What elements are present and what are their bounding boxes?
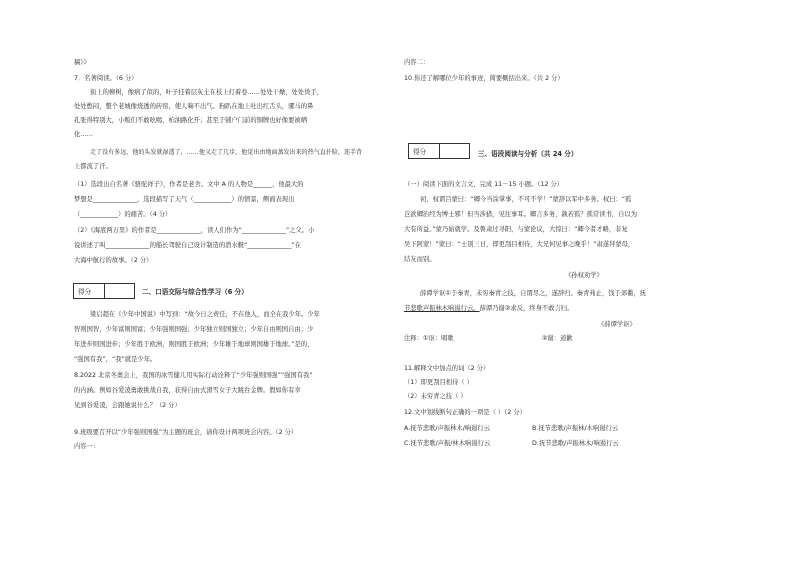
passage-line: 处处憋闷，整个老城像烧透的砖窑，使人喘不出气。狗趴在地上吐出红舌头，骡马的鼻 [74, 103, 314, 110]
annotation-1: 注释：①讴：唱歌 [404, 335, 454, 342]
question-9-line: 9.班级要召开以“少年强则国强”为主题的班会，请你设计两项班会内容。（2 分） [74, 429, 298, 436]
classical-text-line: 岂欲卿治经为博士邪！但当涉猎，见往事耳。卿言多务，孰若孤？孤常读书，自以为 [404, 211, 637, 218]
question-11-line: 11.解释文中加点的词（2 分） [404, 365, 490, 372]
question-7-heading: 7．名著阅读。（6 分） [74, 75, 138, 82]
text-title: 《孙权劝学》 [565, 272, 603, 279]
question-line: 说讲述了叫______________的船长驾驶自己设计制造的潜水艇“______________”在 [74, 242, 301, 249]
option-d: D.抚节悲歌/声振林木/响遏行云 [532, 440, 619, 447]
passage-line: 走了没有多远，他的头发就湿透了，……他又走了几步，他觉出由地面蒸发出来的热气直扑脸，连手背 [90, 149, 363, 156]
classical-text-line: 吴下阿蒙！”蒙曰：“士别三日，即更刮目相待，大兄何见事之晚乎！”肃遂拜蒙母， [404, 241, 635, 248]
passage-line: 智则国智，少年富则国富；少年强则国强；少年独立则国独立；少年自由则国自由；少 [74, 326, 314, 333]
question-11-item: （2）未穷青之技（ ） [404, 393, 467, 400]
passage-line: 孔张得特别大，小贩们不敢吆喝，柏油路化开；甚至于铺户门前的铜牌也好像要被晒 [74, 117, 307, 124]
text-segment: ①于秦青，未穷秦青之技，自谓尽之，遂辞归。秦青弗止，饯于郊衢，抚 [445, 290, 647, 297]
classical-text-line [420, 289, 646, 298]
score-box [408, 143, 470, 159]
text-title: 《薛谭学讴》 [598, 321, 636, 328]
question-10-line: 10.你还了解哪位少年的事迹，简要概括出来。（共 2 分） [404, 75, 564, 82]
question-8-line: 见到谷爱凌，会跟她说什么？（2 分） [74, 402, 181, 409]
text-segment: 薛谭乃谢②求反，终身不敢言归。 [479, 305, 574, 312]
question-line: 梦想是______________，选段描写了天气（____________）的情景，侧面表现出 [74, 196, 295, 203]
question-line: （____________）的痛苦。（4 分） [74, 211, 172, 218]
passage-line: 梁启超在《少年中国说》中写到：“故今日之责任，不在他人，而全在我少年。少年 [90, 311, 320, 318]
answer-label: 内容二： [404, 59, 430, 66]
passage-line: “强国有我”，“我”就是少年。 [74, 356, 157, 363]
score-label: 得分 [413, 148, 427, 156]
reading-heading: （一）阅读下面的文言文，完成 11－15 小题。（12 分） [404, 181, 564, 188]
classical-text-line: 初，权谓吕蒙曰：“卿今当涂掌事，不可不学！”蒙辞以军中多务。权曰：“孤 [420, 196, 632, 203]
answer-label: 内容一： [74, 443, 100, 450]
annotation-2: ②谢：道歉 [541, 335, 573, 342]
option-b: B.抚节悲歌/声振林/木响遏行云 [532, 425, 619, 432]
passage-line: 上都流了汗。 [74, 163, 112, 170]
passage-line: 年进步则国进步；少年胜于欧洲，则国胜于欧洲；少年雄于地球则国雄于地球。”是的， [74, 341, 314, 348]
section-2-heading: 二、口语交际与综合性学习（6 分） [142, 288, 248, 296]
classical-text-line: 结友而别。 [404, 256, 436, 263]
question-line: 大海中航行的故事。（2 分） [74, 257, 153, 264]
classical-text-line [404, 304, 573, 313]
question-line: （1）选段出自名著《骆驼祥子》，作者是老舍。文中 A 的人物是______，他最大的 [74, 181, 304, 188]
option-c: C.抚节悲歌/声振/林木响遏行云 [404, 440, 491, 447]
section-3-heading: 三、语段阅读与分析（共 24 分） [478, 150, 578, 158]
underlined-sentence: 节悲歌声振林木响遏行云。 [404, 305, 480, 312]
question-line: （2）《海底两万里》的作者是______________，读人们作为“______________”之父。小 [74, 227, 315, 234]
question-11-item: （1）即更刮目相待（ ） [404, 379, 473, 386]
passage-line: 街上的柳树，像病了似的，叶子挂着层灰土在枝上打着卷……处处干燥，处处烫手， [90, 89, 323, 96]
score-box [73, 283, 135, 299]
question-8-line: 的内涵。例如谷爱凌勇敢挑战自我，获得自由式滑雪女子大跳台金牌。假如你有幸 [74, 387, 301, 394]
option-a: A.抚节悲歌/声振林木/响遏行云 [404, 425, 491, 432]
text-segment: 薛谭学讴 [420, 290, 446, 297]
annotation-line [404, 334, 573, 343]
score-label: 得分 [78, 288, 92, 296]
classical-text-line: 大有所益。”蒙乃始就学。及鲁肃过寻阳，与蒙论议，大惊曰：“卿今者才略，非复 [404, 226, 628, 233]
passage-line: 化…… [74, 131, 93, 138]
question-8-line: 8.2022 北京冬奥会上，我国的冰雪健儿用实际行动诠释了“少年强则国强”“强国有我” [74, 372, 313, 379]
text-line: 稿》》 [74, 59, 90, 66]
question-12-line: 12.文中划线断句正确的一项是（ ）（2 分） [404, 409, 526, 416]
